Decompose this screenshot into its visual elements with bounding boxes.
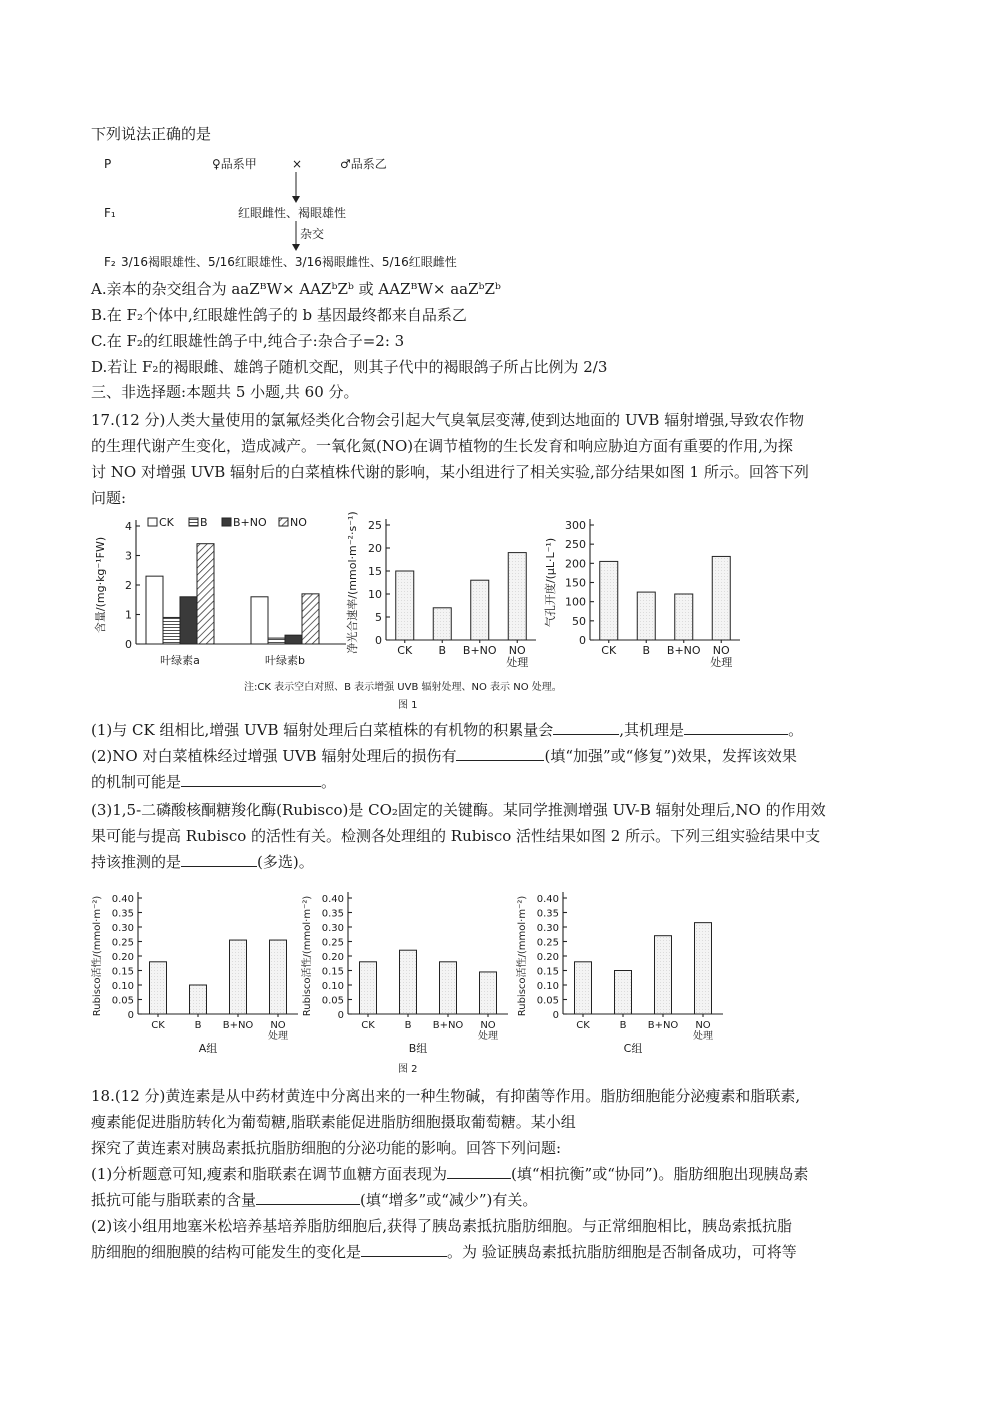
x-tick-label: 叶绿素a [160, 654, 200, 667]
x-tick-label: B+NO [462, 644, 497, 657]
q18-sub1-text-d: (填“增多”或“减少”)有关。 [360, 1191, 538, 1209]
y-axis-label: Rubisco活性/(mmol·m⁻²) [302, 895, 313, 1017]
option-b: B.在 F₂个体中,红眼雄性鸽子的 b 基因最终都来自品系乙 [91, 306, 467, 324]
q17-sub1-text-a: (1)与 CK 组相比,增强 UVB 辐射处理后白菜植株的有机物的积累量会 [91, 721, 554, 739]
bar-B+NO [675, 594, 693, 640]
bar-CK [396, 571, 414, 640]
male-parent: ♂品系乙 [340, 157, 387, 171]
y-axis-label: 气孔开度/(μL·L⁻¹) [544, 537, 557, 628]
fig2-caption: 图 2 [398, 1064, 418, 1075]
bar-B [163, 617, 180, 644]
cross-arrows [0, 0, 992, 280]
bar-CK [360, 962, 377, 1014]
f2-result: 3/16褐眼雄性、5/16红眼雄性、3/16褐眼雌性、5/16红眼雌性 [121, 255, 457, 269]
x-tick-label: NO [712, 644, 730, 657]
legend-label: CK [159, 516, 174, 529]
q18-sub1-text-a: (1)分析题意可知,瘦素和脂联素在调节血糖方面表现为 [91, 1165, 448, 1183]
section-heading: 三、非选择题:本题共 5 小题,共 60 分。 [91, 383, 359, 401]
bar-CK [600, 561, 618, 640]
x-tick-label: 处理 [710, 656, 733, 669]
answer-blank-7[interactable] [256, 1190, 360, 1205]
q17-sub3-line-1: (3)1,5-二磷酸核酮糖羧化酶(Rubisco)是 CO₂固定的关键酶。某同学推测增强 UV-B 辐射处理后,NO 的作用效 [91, 801, 826, 819]
answer-blank-2[interactable] [684, 720, 788, 735]
x-tick-label: B+NO [666, 644, 701, 657]
x-tick-label: 处理 [478, 1031, 498, 1042]
x-tick-label: 处理 [506, 656, 529, 669]
q17-sub2-text-b: (填“加强”或“修复”)效果，发挥该效果 [544, 747, 797, 765]
x-tick-label: NO [480, 1020, 496, 1031]
legend-swatch-CK [148, 518, 157, 526]
fig1-note: 注:CK 表示空白对照、B 表示增强 UVB 辐射处理、NO 表示 NO 处理。 [244, 682, 562, 693]
y-tick-label: 0.10 [536, 981, 559, 992]
q17-sub3-line-3 [91, 852, 314, 872]
x-tick-label: B+NO [647, 1020, 679, 1031]
y-axis-label: 净光合速率/(mmol·m⁻²·s⁻¹) [346, 511, 359, 654]
y-tick-label: 0.20 [111, 952, 134, 963]
hybrid-label: 杂交 [300, 227, 325, 241]
y-tick-label: 0 [579, 634, 586, 647]
legend-swatch-B [189, 518, 198, 526]
bar-B [268, 638, 285, 644]
answer-blank-5[interactable] [181, 852, 257, 867]
q17-sub2-text-d: 。 [321, 773, 337, 791]
y-tick-label: 5 [375, 611, 382, 624]
x-tick-label: NO [270, 1020, 286, 1031]
chart-rubisco-group-b [300, 882, 520, 1057]
x-tick-label: CK [361, 1020, 375, 1031]
y-tick-label: 0.20 [536, 952, 559, 963]
y-tick-label: 0.35 [321, 908, 344, 920]
y-axis-label: Rubisco活性/(mmol·m⁻²) [92, 895, 103, 1017]
y-tick-label: 0.05 [321, 995, 344, 1007]
q17-line-1: 17.(12 分)人类大量使用的氯氟烃类化合物会引起大气臭氧层变薄,使到达地面的 UVB 辐射增强,导致农作物 [91, 411, 804, 429]
y-axis-label: 含量/(mg·kg⁻¹FW) [94, 536, 107, 634]
question-lead: 下列说法正确的是 [91, 125, 212, 143]
y-tick-label: 0.30 [111, 923, 134, 934]
x-tick-label: B [642, 644, 651, 657]
legend-swatch-NO [279, 518, 288, 526]
answer-blank-6[interactable] [447, 1164, 511, 1179]
answer-blank-3[interactable] [456, 746, 544, 761]
bar-NO-处理 [480, 972, 497, 1014]
y-tick-label: 0.25 [111, 937, 134, 949]
chart-stomatal-opening [540, 512, 760, 682]
y-tick-label: 20 [368, 542, 382, 555]
legend-label: B+NO [233, 516, 267, 529]
x-tick-label: CK [601, 644, 617, 657]
x-tick-label: 叶绿素b [265, 654, 305, 667]
q18-line-3: 探究了黄连素对胰岛素抵抗脂肪细胞的分泌功能的影响。回答下列问题: [91, 1139, 562, 1157]
y-tick-label: 0.10 [321, 981, 344, 992]
bar-B+NO [285, 635, 302, 644]
bar-B+NO [655, 936, 672, 1014]
q18-sub2-text-a: 肪细胞的细胞膜的结构可能发生的变化是 [91, 1243, 362, 1261]
bar-B+NO [471, 580, 489, 640]
x-tick-label: NO [695, 1020, 711, 1031]
x-tick-label: NO [508, 644, 526, 657]
q17-sub2-text-c: 的机制可能是 [91, 773, 182, 791]
y-tick-label: 0.15 [321, 966, 344, 978]
q18-line-7 [91, 1242, 797, 1262]
chart-title: C组 [623, 1042, 643, 1055]
y-tick-label: 4 [125, 520, 132, 533]
bar-B [400, 950, 417, 1014]
y-tick-label: 0.20 [321, 952, 344, 963]
chart-net-photosynthesis [340, 512, 550, 682]
q17-line-3: 讨 NO 对增强 UVB 辐射后的白菜植株代谢的影响，某小组进行了相关实验,部分结果如图 1 所示。回答下列 [91, 463, 809, 481]
q17-sub1-text-b: ,其机理是 [619, 721, 685, 739]
y-tick-label: 0.40 [111, 894, 134, 905]
x-tick-label: B+NO [222, 1020, 254, 1031]
y-tick-label: 200 [565, 557, 586, 571]
y-tick-label: 0.10 [111, 981, 134, 992]
y-tick-label: 0.05 [536, 995, 559, 1007]
bar-B [433, 608, 451, 640]
q18-line-2: 瘦素能促进脂肪转化为葡萄糖,脂联素能促进脂肪细胞摄取葡萄糖。某小组 [91, 1113, 576, 1131]
y-tick-label: 100 [565, 595, 586, 609]
y-tick-label: 50 [572, 614, 586, 628]
y-tick-label: 0.30 [321, 923, 344, 934]
y-tick-label: 25 [368, 519, 382, 532]
bar-NO [302, 594, 319, 644]
p-label: P [104, 157, 112, 171]
fig1-caption: 图 1 [398, 700, 418, 711]
y-tick-label: 0.35 [111, 908, 134, 920]
x-tick-label: CK [576, 1020, 590, 1031]
answer-blank-1[interactable] [553, 720, 619, 735]
bar-CK [146, 576, 163, 644]
x-tick-label: B [619, 1020, 627, 1031]
q17-sub3-text-b: (多选)。 [257, 853, 314, 871]
chart-rubisco-group-c [515, 882, 735, 1057]
y-tick-label: 0.15 [111, 966, 134, 978]
q17-line-4: 问题: [91, 489, 127, 507]
bar-CK [150, 962, 167, 1014]
y-tick-label: 0.05 [111, 995, 134, 1007]
q17-sub1 [91, 720, 803, 740]
x-tick-label: B [404, 1020, 412, 1031]
legend-swatch-B+NO [222, 518, 231, 526]
bar-B+NO [440, 962, 457, 1014]
q17-sub3-line-2: 果可能与提高 Rubisco 的活性有关。检测各处理组的 Rubisco 活性结果如图 2 所示。下列三组实验结果中支 [91, 827, 821, 845]
q18-line-4 [91, 1164, 808, 1184]
q17-sub1-text-c: 。 [788, 721, 804, 739]
bar-NO-处理 [695, 923, 712, 1014]
x-tick-label: 处理 [268, 1031, 288, 1042]
y-tick-label: 250 [565, 538, 586, 552]
chart-chlorophyll [90, 512, 360, 682]
x-tick-label: B [438, 644, 447, 657]
q17-line-2: 的生理代谢产生变化，造成减产。一氧化氮(NO)在调节植物的生长发育和响应胁迫方面有重要的作用,为探 [91, 437, 793, 455]
x-tick-label: B+NO [432, 1020, 464, 1031]
chart-title: A组 [198, 1042, 218, 1055]
y-tick-label: 150 [565, 576, 586, 590]
q18-sub1-text-c: 抵抗可能与脂联素的含量 [91, 1191, 257, 1209]
y-tick-label: 0 [552, 1010, 559, 1021]
y-tick-label: 0.25 [536, 937, 559, 949]
bar-B+NO [230, 940, 247, 1014]
y-tick-label: 0.40 [321, 894, 344, 905]
f2-label: F₂ [104, 255, 116, 269]
y-tick-label: 15 [368, 565, 382, 578]
bar-B [637, 592, 655, 640]
bar-CK [575, 962, 592, 1014]
y-tick-label: 1 [125, 608, 132, 622]
bar-NO-处理 [712, 556, 730, 640]
bar-B [615, 971, 632, 1015]
q17-sub2-text-a: (2)NO 对白菜植株经过增强 UVB 辐射处理后的损伤有 [91, 747, 457, 765]
y-tick-label: 0.35 [536, 908, 559, 920]
y-tick-label: 0.30 [536, 923, 559, 934]
y-tick-label: 0 [125, 638, 132, 651]
cross-symbol: × [292, 157, 303, 171]
chart-title: B组 [408, 1042, 428, 1055]
answer-blank-4[interactable] [181, 772, 321, 787]
bar-NO-处理 [270, 940, 287, 1014]
option-c: C.在 F₂的红眼雄性鸽子中,纯合子:杂合子=2: 3 [91, 332, 405, 350]
y-tick-label: 0 [375, 634, 382, 647]
x-tick-label: B [194, 1020, 202, 1031]
y-tick-label: 3 [125, 549, 132, 563]
chart-rubisco-group-a [90, 882, 310, 1057]
q18-sub2-text-b: 。为 验证胰岛素抵抗脂肪细胞是否制备成功，可将等 [447, 1243, 797, 1261]
q17-sub3-text-a: 持该推测的是 [91, 853, 182, 871]
y-tick-label: 0.15 [536, 966, 559, 978]
f1-label: F₁ [104, 206, 116, 220]
bar-B [190, 985, 207, 1014]
option-d: D.若让 F₂的褐眼雌、雄鸽子随机交配，则其子代中的褐眼鸽子所占比例为 2/3 [91, 358, 608, 376]
y-tick-label: 0.25 [321, 937, 344, 949]
x-tick-label: 处理 [693, 1031, 713, 1042]
f1-result: 红眼雌性、褐眼雄性 [238, 206, 347, 220]
q18-line-1: 18.(12 分)黄连素是从中药材黄连中分离出来的一种生物碱，有抑菌等作用。脂肪细胞能分泌瘦素和脂联素, [91, 1087, 801, 1105]
q18-line-6: (2)该小组用地塞米松培养基培养脂肪细胞后,获得了胰岛素抵抗脂肪细胞。与正常细胞相比，胰岛索抵抗脂 [91, 1217, 793, 1235]
legend-label: NO [290, 516, 307, 529]
y-tick-label: 300 [565, 519, 586, 532]
y-tick-label: 0 [337, 1010, 344, 1021]
bar-CK [251, 597, 268, 644]
q17-sub2-cont [91, 772, 336, 792]
x-tick-label: CK [151, 1020, 165, 1031]
bar-NO-处理 [508, 553, 526, 640]
q18-line-5 [91, 1190, 537, 1210]
option-a: A.亲本的杂交组合为 aaZᴮW× AAZᵇZᵇ 或 AAZᴮW× aaZᵇZᵇ [91, 280, 501, 298]
answer-blank-8[interactable] [361, 1242, 447, 1257]
y-tick-label: 0.40 [536, 894, 559, 905]
bar-NO [197, 544, 214, 644]
q18-sub1-text-b: (填“相抗衡”或“协同”)。脂肪细胞出现胰岛素 [511, 1165, 809, 1183]
legend-label: B [200, 516, 208, 529]
bar-B+NO [180, 597, 197, 644]
y-axis-label: Rubisco活性/(mmol·m⁻²) [517, 895, 528, 1017]
q17-sub2 [91, 746, 797, 766]
x-tick-label: CK [397, 644, 413, 657]
female-parent: ♀品系甲 [212, 157, 257, 171]
y-tick-label: 10 [368, 588, 382, 601]
y-tick-label: 0 [127, 1010, 134, 1021]
y-tick-label: 2 [125, 579, 132, 592]
